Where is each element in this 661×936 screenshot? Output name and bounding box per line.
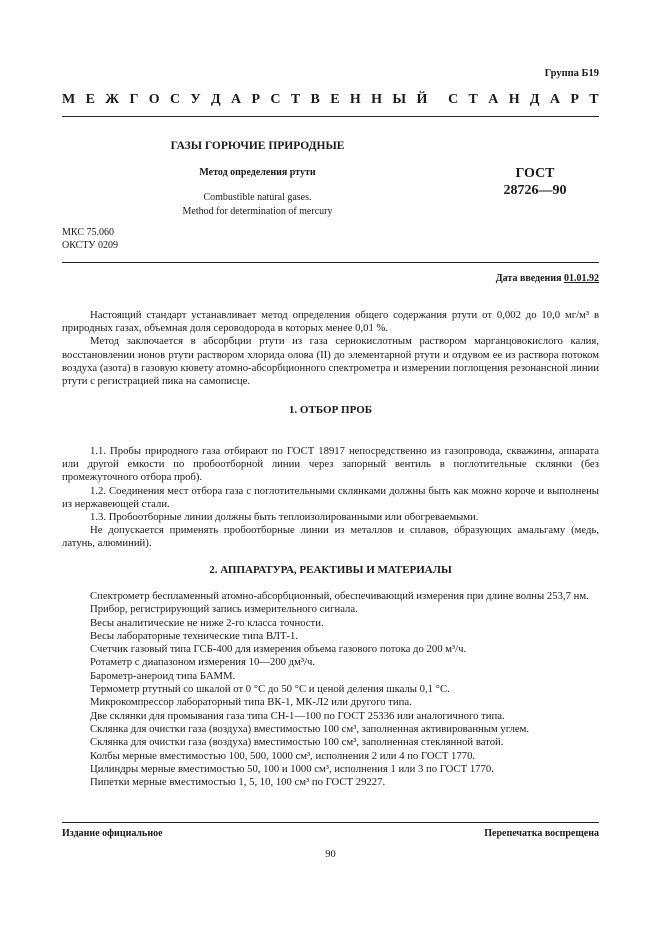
heading-letter: Т: [589, 92, 599, 107]
page-number: 90: [325, 849, 336, 860]
heading-letter: Т: [290, 92, 301, 107]
reprint-prohibited-note: Перепечатка воспрещена: [484, 828, 599, 839]
paragraph: Не допускается применять пробоотборные линии из металлов и сплавов, образующих амальгаму (медь, латунь, алюминий).: [62, 524, 599, 550]
list-item: Цилиндры мерные вместимостью 50, 100 и 1000 см³, исполнения 1 или 3 по ГОСТ 1770.: [90, 762, 494, 775]
document-title: ГАЗЫ ГОРЮЧИЕ ПРИРОДНЫЕ: [170, 140, 345, 152]
section-1-text: [62, 445, 599, 551]
english-title-line: Method for determination of mercury: [182, 206, 333, 217]
gost-designation: [480, 165, 590, 199]
heading-letter: Н: [349, 92, 361, 107]
paragraph: Метод заключается в абсорбции ртути из газа сернокислотным раствором марганцовокислого калия, восстановлении ионов ртути раствором хлорида олова (II) до элементарной ртути и отдувом ее из раствора потоком воздуха (азота) в газовую кювету атомно-абсорбционного спектрометра и измерении поглощения резонансной линии ртути с регистрацией пика на самописце.: [62, 335, 599, 388]
list-item: Две склянки для промывания газа типа СН-1—100 по ГОСТ 25336 или аналогичного типа.: [90, 709, 505, 722]
list-item: Счетчик газовый типа ГСБ-400 для измерения объема газового потока до 200 м³/ч.: [90, 643, 467, 656]
heading-letter: О: [148, 92, 160, 107]
heading-letter: А: [549, 92, 561, 107]
footer-divider: [62, 822, 599, 823]
paragraph: 1.3. Пробоотборные линии должны быть теплоизолированными или обогреваемыми.: [90, 511, 479, 524]
list-item: Термометр ртутный со шкалой от 0 °С до 50 °С и ценой деления шкалы 0,1 °С.: [90, 683, 450, 696]
heading-letter: Й: [416, 92, 428, 107]
mks-code: МКС 75.060: [62, 227, 114, 238]
english-title-line: Combustible natural gases.: [203, 192, 312, 203]
effective-date-value: 01.01.92: [564, 273, 599, 284]
list-item: Пипетки мерные вместимостью 1, 5, 10, 100 см³ по ГОСТ 29227.: [90, 776, 386, 789]
heading-letter: С: [448, 92, 459, 107]
heading-letter: С: [169, 92, 181, 107]
effective-date: [496, 273, 599, 284]
heading-letter: У: [190, 92, 201, 107]
header-divider: [62, 262, 599, 263]
classification-codes: [62, 226, 118, 252]
heading-letter: С: [270, 92, 281, 107]
title-divider: [62, 116, 599, 117]
paragraph: 1.1. Пробы природного газа отбирают по ГОСТ 18917 непосредственно из газопровода, скважины, аппарата или другой емкости по пробоотборной линии через запорный вентиль в поглотительные склянки (без промежуточного отбора проб).: [62, 445, 599, 484]
standard-heading: [62, 92, 599, 108]
heading-letter: Р: [570, 92, 579, 107]
heading-letter: А: [231, 92, 242, 107]
list-item: Весы лабораторные технические типа ВЛТ-1.: [90, 629, 299, 642]
group-code: Группа Б19: [544, 68, 599, 79]
list-item: Микрокомпрессор лабораторный типа ВК-1, МК-Л2 или другого типа.: [90, 696, 412, 709]
paragraph: Настоящий стандарт устанавливает метод определения общего содержания ртути от 0,002 до 10,0 мг/м³ в природных газах, объемная доля сероводорода в которых менее 0,01 %.: [62, 309, 599, 335]
list-item: Колбы мерные вместимостью 100, 500, 1000 см³, исполнения 2 или 4 по ГОСТ 1770.: [90, 749, 476, 762]
official-edition-note: Издание официальное: [62, 828, 163, 839]
gost-number: 28726—90: [503, 183, 567, 198]
heading-letter: Ы: [392, 92, 407, 107]
heading-letter: М: [62, 92, 76, 107]
intro-text: [62, 309, 599, 388]
list-item: Склянка для очистки газа (воздуха) вместимостью 100 см³, заполненная активированным углем.: [90, 722, 530, 735]
list-item: Весы аналитические не ниже 2-го класса точности.: [90, 616, 324, 629]
section-heading: 1. ОТБОР ПРОБ: [288, 404, 373, 416]
heading-letter: Ж: [105, 92, 120, 107]
heading-letter: Е: [330, 92, 340, 107]
heading-letter: Д: [211, 92, 221, 107]
heading-letter: Н: [371, 92, 383, 107]
gost-label: ГОСТ: [515, 166, 555, 181]
section-heading: 2. АППАРАТУРА, РЕАКТИВЫ И МАТЕРИАЛЫ: [209, 564, 452, 576]
list-item: Барометр-анероид типа БАММ.: [90, 669, 236, 682]
heading-letter: А: [488, 92, 499, 107]
okstu-code: ОКСТУ 0209: [62, 240, 119, 251]
list-item: Ротаметр с диапазоном измерения 10—200 дм³/ч.: [90, 656, 316, 669]
heading-letter: В: [310, 92, 320, 107]
paragraph: 1.2. Соединения мест отбора газа с поглотительными склянками должны быть как можно короче и выполнены из нержавеющей стали.: [62, 484, 599, 510]
heading-letter: Е: [85, 92, 95, 107]
list-item: Спектрометр беспламенный атомно-абсорбционный, обеспечивающий измерения при длине волны 253,7 нм.: [90, 590, 589, 602]
heading-letter: Д: [529, 92, 540, 107]
effective-date-label: Дата введения: [495, 273, 562, 284]
heading-letter: Н: [508, 92, 520, 107]
method-title: Метод определения ртути: [199, 167, 316, 178]
heading-letter: Т: [468, 92, 478, 107]
english-title: [150, 191, 365, 219]
heading-letter: Р: [251, 92, 261, 107]
heading-letter: Г: [129, 92, 139, 107]
list-item: Прибор, регистрирующий запись измерительного сигнала.: [90, 603, 358, 616]
equipment-list: [62, 590, 599, 789]
list-item: Склянка для очистки газа (воздуха) вместимостью 100 см³, заполненная стеклянной ватой.: [90, 736, 504, 749]
